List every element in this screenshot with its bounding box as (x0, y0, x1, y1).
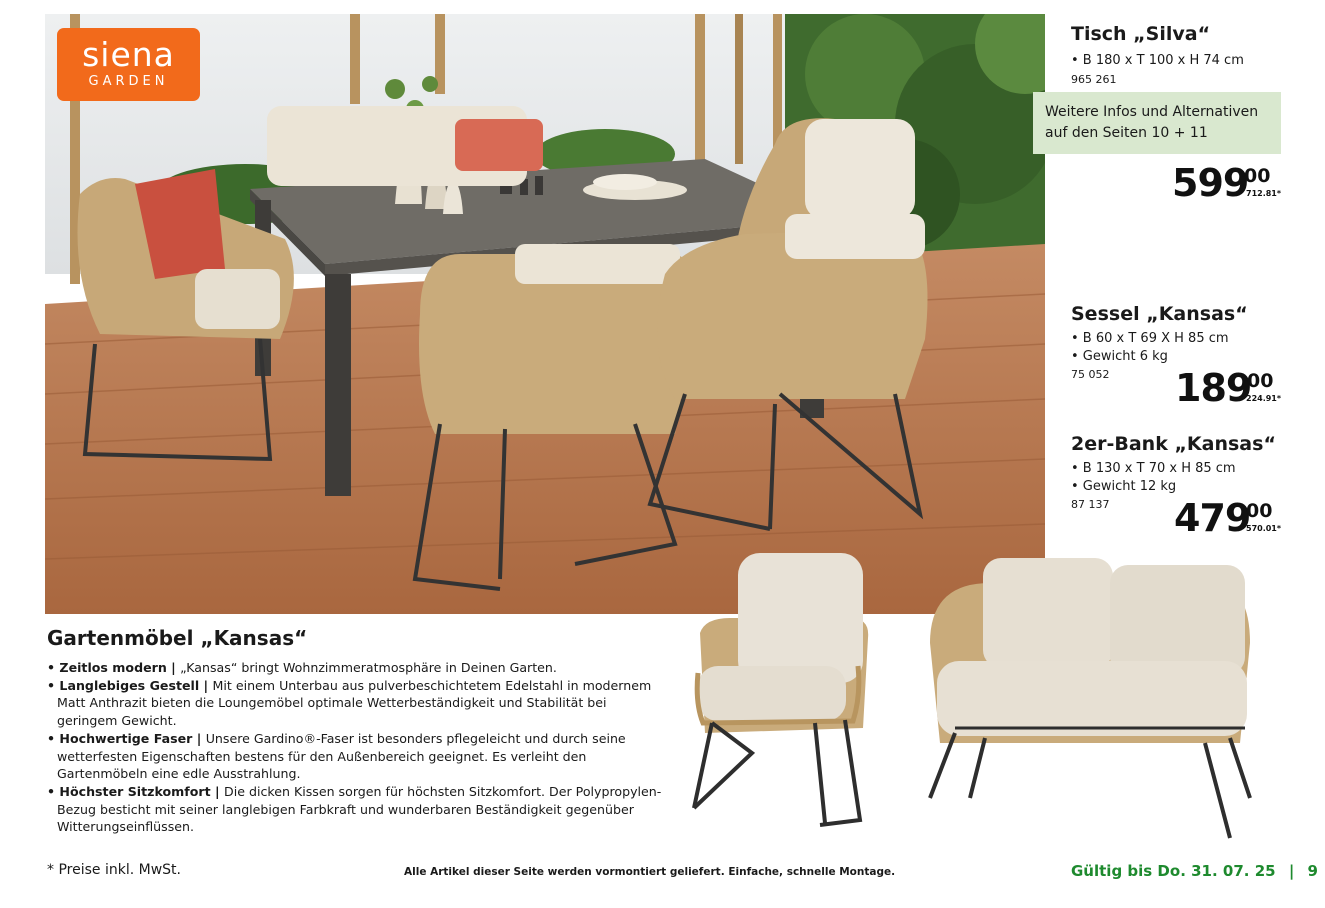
footer-validity (1071, 862, 1318, 880)
brand-logo-word: siena (82, 35, 175, 74)
article-number: 965 261 (1071, 73, 1117, 86)
price-bench (1174, 496, 1282, 540)
brand-logo-sub: GARDEN (88, 74, 169, 89)
footer-vat-note: * Preise inkl. MwSt. (47, 862, 181, 878)
feature-item: • Zeitlos modern | „Kansas“ bringt Wohnzimmeratmosphäre in Deinen Garten. (47, 660, 557, 675)
price-integer: 189 (1175, 366, 1252, 410)
product-title: Tisch „Silva“ (1071, 23, 1211, 45)
bench-image (925, 553, 1265, 847)
product-spec: • Gewicht 6 kg (1071, 349, 1168, 364)
price-integer: 599 (1172, 161, 1249, 205)
brand-logo (57, 28, 200, 101)
price-old: 570.01* (1246, 524, 1282, 533)
feature-item: • Langlebiges Gestell | Mit einem Unterbau aus pulverbeschichtetem Edelstahl in modernem Matt Anthrazit bieten die Loungemöbel optimale Wetterbeständigkeit und Stabilität bei geringem Gewicht. (47, 677, 652, 729)
article-number: 75 052 (1071, 368, 1110, 381)
info-box-line-1: Weitere Infos und Alternativen (1045, 104, 1259, 120)
feature-list (47, 659, 667, 836)
price-table (1172, 161, 1282, 205)
product-title: 2er-Bank „Kansas“ (1071, 433, 1276, 455)
product-title: Sessel „Kansas“ (1071, 303, 1248, 325)
footer-assembly-note: Alle Artikel dieser Seite werden vormontiert geliefert. Einfache, schnelle Montage. (404, 866, 896, 878)
armchair-image (690, 548, 875, 842)
validity-date: Gültig bis Do. 31. 07. 25 (1071, 862, 1276, 880)
product-spec: • B 130 x T 70 x H 85 cm (1071, 461, 1236, 476)
price-armchair (1175, 366, 1282, 410)
product-spec: • B 180 x T 100 x H 74 cm (1071, 53, 1244, 68)
price-decimal: 00 (1246, 500, 1273, 522)
price-integer: 479 (1174, 496, 1251, 540)
price-decimal: 00 (1247, 370, 1274, 392)
section-title: Gartenmöbel „Kansas“ (47, 626, 308, 650)
footer-separator: | (1288, 862, 1295, 880)
feature-item: • Hochwertige Faser | Unsere Gardino®-Faser ist besonders pflegeleicht und durch seine wetterfesten Eigenschaften bestens für den Außenbereich geeignet. Es verleiht den Gartenmöbeln eine edle Ausstrahlung. (47, 730, 626, 782)
price-old: 712.81* (1246, 189, 1282, 198)
feature-item: • Höchster Sitzkomfort | Die dicken Kissen sorgen für höchsten Sitzkomfort. Der Polypropylen-Bezug besticht mit seiner langlebigen Farbkraft und wunderbaren Beständigkeit gegenüber Witterungseinflüssen. (47, 783, 662, 835)
page-number: 9 (1307, 862, 1318, 880)
price-old: 224.91* (1246, 394, 1282, 403)
info-box (1033, 92, 1281, 154)
product-spec: • Gewicht 12 kg (1071, 479, 1177, 494)
info-box-line-2: auf den Seiten 10 + 11 (1045, 125, 1208, 141)
product-spec: • B 60 x T 69 X H 85 cm (1071, 331, 1229, 346)
price-decimal: 00 (1244, 165, 1271, 187)
product-table (1071, 22, 1301, 88)
article-number: 87 137 (1071, 498, 1110, 511)
hero-photo (45, 14, 1045, 614)
